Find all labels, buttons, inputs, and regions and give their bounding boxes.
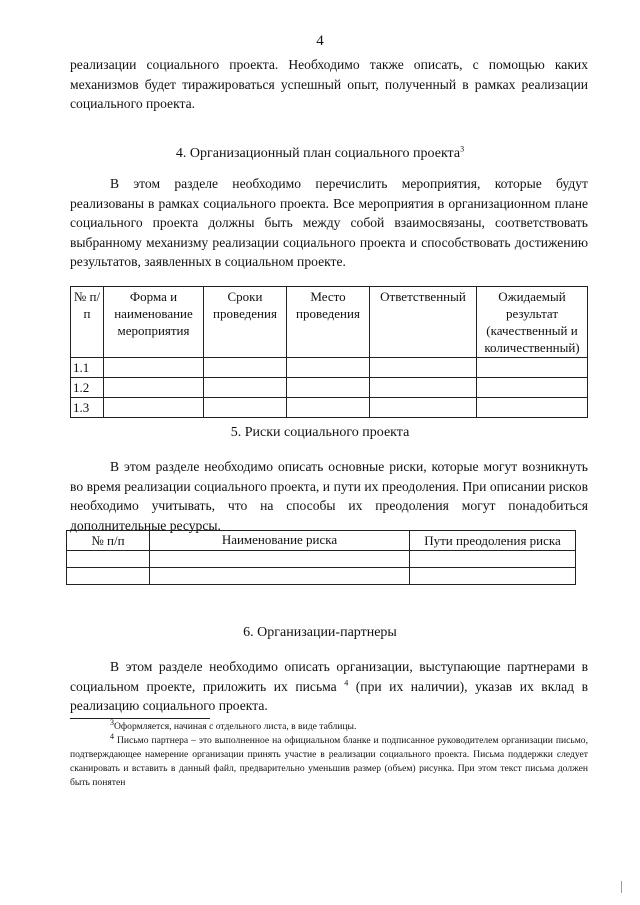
table-cell <box>67 568 150 585</box>
table-cell <box>204 358 287 378</box>
table-row <box>71 378 588 398</box>
table-cell <box>477 358 588 378</box>
section-6-text-end: (при их наличии), указав их вклад в реализацию социального проекта. <box>70 678 588 713</box>
risks-table <box>66 530 576 585</box>
table-header-row <box>67 531 576 551</box>
table-cell <box>370 378 477 398</box>
intro-paragraph: реализации социального проекта. Необходимо также описать, с помощью каких механизмов будет тиражироваться успешный опыт, полученный в рамках реализации социального проекта. <box>70 57 588 111</box>
table-cell <box>287 378 370 398</box>
col-header-mitigation: Пути преодоления риска <box>410 531 576 551</box>
table-cell <box>104 358 204 378</box>
section-4-title: 4. Организационный план социального проекта <box>175 146 461 161</box>
organizational-plan-table <box>70 286 588 418</box>
table-cell <box>150 551 410 568</box>
table-cell <box>287 398 370 418</box>
table-cell <box>204 378 287 398</box>
table-row <box>71 358 588 378</box>
row-number: 1.3 <box>71 398 104 418</box>
footnote-4-mark: 4 <box>110 731 114 741</box>
page-number: 4 <box>316 33 324 49</box>
table-cell <box>67 551 150 568</box>
col-header-risk: Наименование риска <box>150 531 410 551</box>
table-row <box>71 398 588 418</box>
footnote-4-ref: 4 <box>344 677 349 687</box>
col-header-event: Форма и наименование мероприятия <box>104 287 204 358</box>
footnote-3-mark: 3 <box>110 717 114 727</box>
row-number: 1.1 <box>71 358 104 378</box>
section-4-heading <box>0 146 640 162</box>
col-header-responsible: Ответственный <box>370 287 477 358</box>
table-cell <box>204 398 287 418</box>
table-cell <box>104 398 204 418</box>
footnote-4 <box>70 731 588 790</box>
footnote-3-ref: 3 <box>460 144 465 154</box>
col-header-place: Место проведения <box>287 287 370 358</box>
col-header-result: Ожидаемый результат (качественный и количественный) <box>477 287 588 358</box>
section-5-paragraph: В этом разделе необходимо описать основные риски, которые могут возникнуть во время реализации социального проекта, и пути их преодоления. При описании рисков необходимо учитывать, что на способы их преодоления могут понадобиться дополнительные ресурсы. <box>70 459 588 533</box>
col-header-number: № п/п <box>71 287 104 358</box>
section-6-paragraph <box>70 657 588 716</box>
scan-corner-mark <box>611 881 622 893</box>
table-cell <box>410 551 576 568</box>
row-number: 1.2 <box>71 378 104 398</box>
col-header-dates: Сроки проведения <box>204 287 287 358</box>
table-row <box>67 551 576 568</box>
table-header-row <box>71 287 588 358</box>
table-cell <box>150 568 410 585</box>
table-cell <box>410 568 576 585</box>
table-cell <box>104 378 204 398</box>
table-cell <box>370 358 477 378</box>
section-4-paragraph: В этом разделе необходимо перечислить мероприятия, которые будут реализованы в рамках социального проекта. Все мероприятия в организационном плане социального проекта должны быть между собой взаимосвязаны, соответствовать выбранному механизму реализации социального проекта и способствовать достижению результатов, заявленных в социальном проекте. <box>70 176 588 269</box>
table-cell <box>477 398 588 418</box>
footnote-divider <box>70 718 210 719</box>
footnote-3-text: Оформляется, начиная с отдельного листа, в виде таблицы. <box>114 721 357 732</box>
footnote-4-text: Письмо партнера – это выполненное на официальном бланке и подписанное руководителем организации письмо, подтверждающее намерение организации принять участие в реализации социального проекта. Письма поддержки следует сканировать и вставить в данный файл, предварительно уменьшив размер (объем) рисунка. При этом текст письма должен быть понятен <box>70 735 588 788</box>
col-header-number: № п/п <box>67 531 150 551</box>
footnote-3 <box>70 717 588 734</box>
table-cell <box>287 358 370 378</box>
section-6-heading: 6. Организации-партнеры <box>243 625 397 640</box>
section-5-heading: 5. Риски социального проекта <box>230 425 410 440</box>
table-cell <box>477 378 588 398</box>
section-6-text-start: В этом разделе необходимо описать организации, выступающие партнерами в социальном проекте, приложить их письма <box>70 659 588 694</box>
table-cell <box>370 398 477 418</box>
table-row <box>67 568 576 585</box>
